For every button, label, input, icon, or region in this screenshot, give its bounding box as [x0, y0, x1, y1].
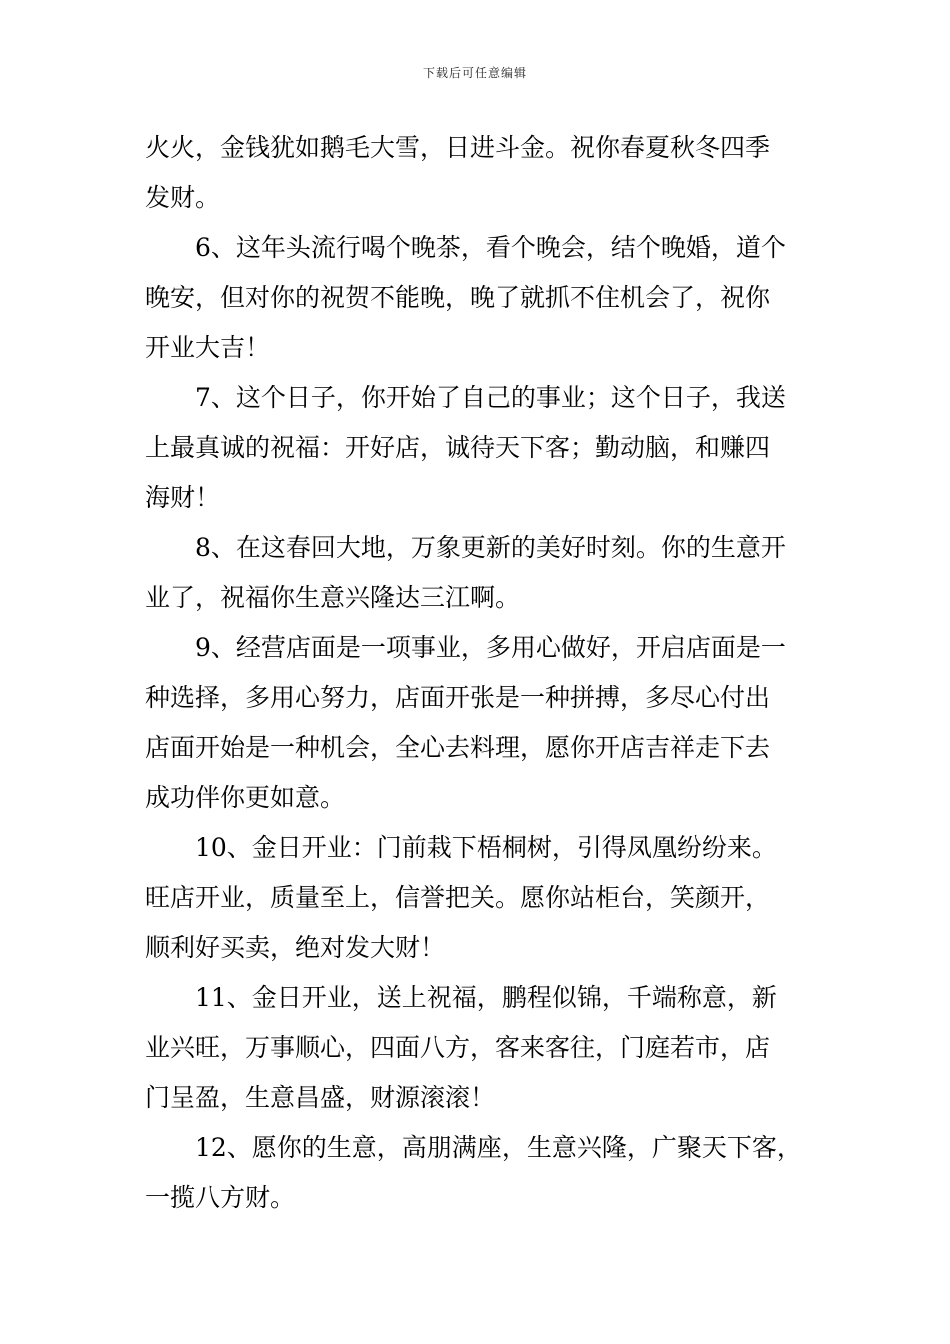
document-body: [145, 123, 825, 1223]
paragraph-7: [145, 973, 825, 1123]
line: 12、愿你的生意，高朋满座，生意兴隆，广聚天下客，: [195, 1133, 802, 1162]
paragraph-2: [145, 223, 825, 373]
line: 顺利好买卖，绝对发大财！: [145, 933, 446, 962]
paragraph-5: [145, 623, 825, 823]
line: 种选择，多用心努力，店面开张是一种拼搏，多尽心付出: [145, 683, 771, 712]
line: 海财！: [145, 483, 221, 512]
line: 成功伴你更如意。: [145, 783, 346, 812]
line: 8、在这春回大地，万象更新的美好时刻。你的生意开: [195, 533, 786, 562]
line: 店面开始是一种机会，全心去料理，愿你开店吉祥走下去: [145, 733, 771, 762]
paragraph-6: [145, 823, 825, 973]
line: 晚安，但对你的祝贺不能晚，晚了就抓不住机会了，祝你: [145, 283, 771, 312]
line: 业兴旺，万事顺心，四面八方，客来客往，门庭若市，店: [145, 1033, 771, 1062]
paragraph-8: [145, 1123, 825, 1223]
line: 发财。: [145, 183, 221, 212]
line: 上最真诚的祝福：开好店，诚待天下客；勤动脑，和赚四: [145, 433, 771, 462]
line: 门呈盈，生意昌盛，财源滚滚！: [145, 1083, 496, 1112]
line: 9、经营店面是一项事业，多用心做好，开启店面是一: [195, 633, 786, 662]
line: 10、金日开业：门前栽下梧桐树，引得凤凰纷纷来。: [195, 833, 777, 862]
paragraph-1: [145, 123, 825, 223]
line: 开业大吉！: [145, 333, 271, 362]
line: 11、金日开业，送上祝福，鹏程似锦，千端称意，新: [195, 983, 777, 1012]
line: 火火，金钱犹如鹅毛大雪，日进斗金。祝你春夏秋冬四季: [145, 133, 771, 162]
line: 业了，祝福你生意兴隆达三江啊。: [145, 583, 521, 612]
page-header: 下载后可任意编辑: [422, 66, 527, 80]
line: 旺店开业，质量至上，信誉把关。愿你站柜台，笑颜开，: [145, 883, 771, 912]
line: 7、这个日子，你开始了自己的事业；这个日子，我送: [195, 383, 786, 412]
paragraph-4: [145, 523, 825, 623]
line: 6、这年头流行喝个晚茶，看个晚会，结个晚婚，道个: [195, 233, 786, 262]
line: 一揽八方财。: [145, 1183, 296, 1212]
paragraph-3: [145, 373, 825, 523]
